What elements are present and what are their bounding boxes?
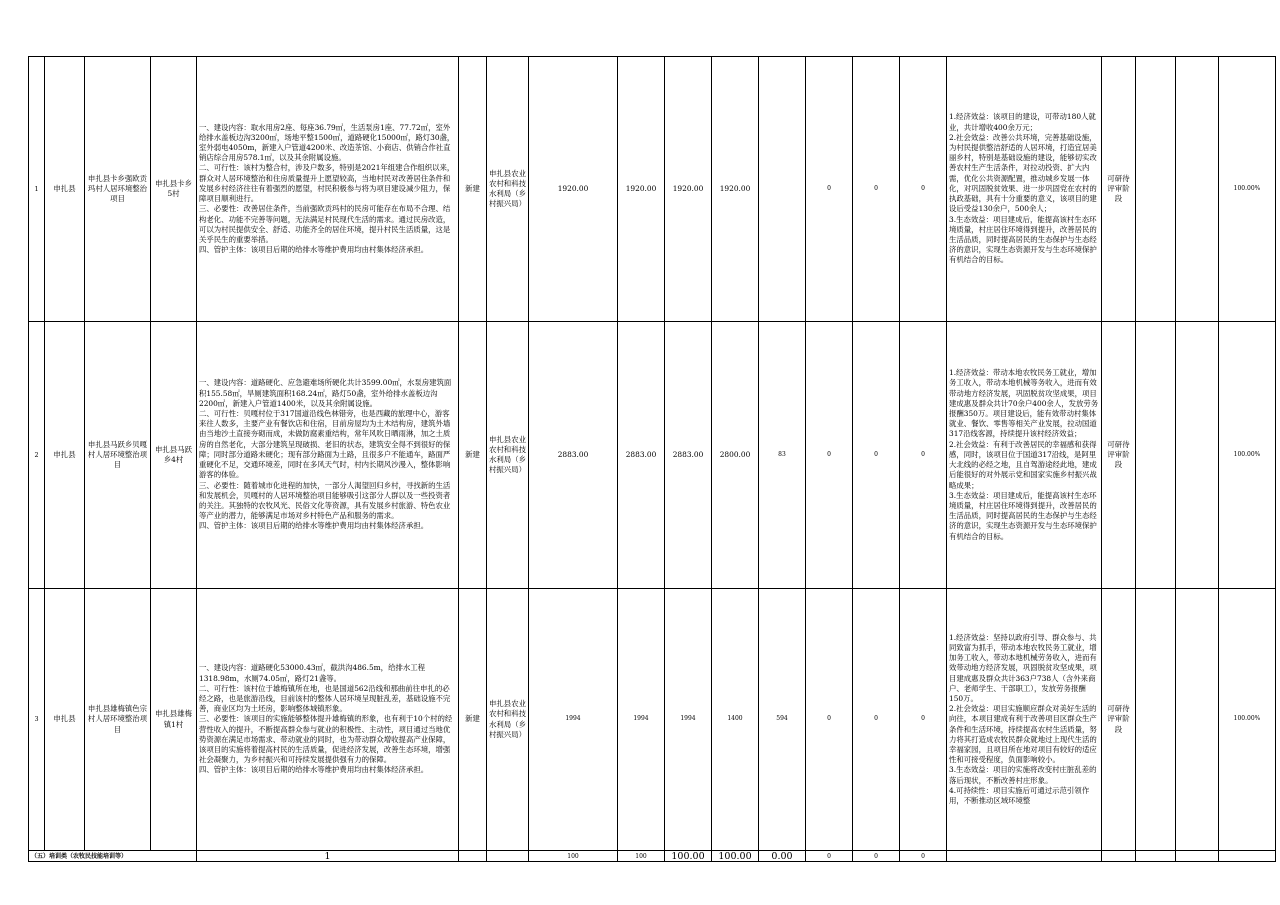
amount-cell: 2883.00: [618, 322, 665, 589]
empty-cell: [1176, 851, 1219, 862]
amount-cell: 1994: [529, 589, 618, 851]
amount-cell: 0: [853, 589, 900, 851]
amount-cell: 0: [853, 57, 900, 322]
location-cell: 申扎县卡乡5村: [151, 57, 197, 322]
amount-cell: 2800.00: [712, 322, 759, 589]
stage-cell: 可研待评审阶段: [1102, 57, 1136, 322]
location-cell: 申扎县雄梅镇1村: [151, 589, 197, 851]
empty-cell: [1219, 851, 1276, 862]
empty-cell: [947, 851, 1102, 862]
table-row: [29, 589, 1276, 851]
amount-cell: 2883.00: [529, 322, 618, 589]
department-cell: 申扎县农业农村和科技水利局（乡村振兴局）: [487, 322, 529, 589]
footer-amount: 0: [900, 851, 947, 862]
amount-cell: 1994: [618, 589, 665, 851]
footer-amount: 100: [529, 851, 618, 862]
amount-cell: 1920.00: [712, 57, 759, 322]
amount-cell: 83: [759, 322, 806, 589]
build-type-cell: 新建: [459, 322, 487, 589]
row-number: 1: [29, 57, 45, 322]
row-number: 3: [29, 589, 45, 851]
footer-amount: 0: [853, 851, 900, 862]
empty-cell: [1136, 57, 1176, 322]
county-cell: 申扎县: [45, 589, 85, 851]
content-cell: 一、建设内容：道路硬化、应急避难场所硬化共计3599.00㎡，水泵房建筑面积155.58㎡，旱厕建筑面积168.24㎡，路灯50盏，室外给排水盖板边沟2200㎡，新建入户管道1400米，以及其余附属设施。 二、可行性：贝嘎村位于317国道沿线色林错旁，也是西藏的旅理中心，游客来往人数多，主要产业有餐饮店和住宿，目前房屋均为土木结构房，建筑外墙由当地沙土直接夯砌而成，未做防腐素重结构，常年风吹日晒雨淋，加之土质房的自然老化，大部分建筑呈现破损、老旧的状态，建筑安全得不到很好的保障；同时部分道路未硬化；现有部分路面为土路，且很多户不能通车，路面严重硬化不足，交通环境差，同时在多风天气时，村内长期风沙漫入，整体影响游客的体验。 三、必要性：随着城市化进程的加快，一部分人渴望回归乡村，寻找新的生活和发展机会，贝嘎村的人居环境整治项目能够吸引这部分人群以及一些投资者的关注。其独特的农牧风光、民俗文化等资源，具有发展乡村旅游、特色农业等产业的潜力，能够满足市场对乡村特色产品和服务的需求。 四、管护主体：该项目后期的给排水等维护费用均由村集体经济承担。: [197, 322, 459, 589]
footer-amount: 0.00: [759, 851, 806, 862]
stage-cell: 可研待评审阶段: [1102, 589, 1136, 851]
amount-cell: 0: [853, 322, 900, 589]
amount-cell: 1400: [712, 589, 759, 851]
category-count: 1: [197, 851, 459, 862]
table-row: [29, 57, 1276, 322]
department-cell: 申扎县农业农村和科技水利局（乡村振兴局）: [487, 589, 529, 851]
empty-cell: [1136, 589, 1176, 851]
content-cell: 一、建设内容：道路硬化53000.43㎡，截洪沟486.5m，给排水工程1318.98m，水厕74.05㎡，路灯21盏等。 二、可行性：该村位于雄梅镇所在地，也是国道562沿线和那曲前往申扎的必经之路，也是旅游沿线，目前该村的整体人居环境呈现脏乱差，基础设施不完善，商业区均为土坯房，影响整体城镇形象。 三、必要性：该项目的实施能够整体提升雄梅镇的形象，也有利于10个村的经营性收入的提升，不断提高群众参与就业的积极性、主动性，项目通过当地优势资源在满足市场需求、带动就业的同时，也为带动群众增收提高产业保障，该项目的实施将着提高村民的生活质量，促进经济发展，改善生态环境，增强社会凝聚力，为乡村振兴和可持续发展提供强有力的保障。 四、管护主体：该项目后期的给排水等维护费用均由村集体经济承担。: [197, 589, 459, 851]
ratio-cell: 100.00%: [1219, 322, 1276, 589]
location-cell: 申扎县马跃乡4村: [151, 322, 197, 589]
category-footer-row: [29, 851, 1276, 862]
ratio-cell: 100.00%: [1219, 57, 1276, 322]
build-type-cell: 新建: [459, 57, 487, 322]
ratio-cell: 100.00%: [1219, 589, 1276, 851]
empty-cell: [1102, 851, 1136, 862]
county-cell: 申扎县: [45, 57, 85, 322]
amount-cell: 1994: [665, 589, 712, 851]
empty-cell: [459, 851, 487, 862]
footer-amount: 100.00: [712, 851, 759, 862]
footer-amount: 100: [618, 851, 665, 862]
empty-cell: [487, 851, 529, 862]
county-cell: 申扎县: [45, 322, 85, 589]
row-number: 2: [29, 322, 45, 589]
table-row: [29, 322, 1276, 589]
category-label: （五）培训类（农牧民技能培训等）: [29, 851, 197, 862]
empty-cell: [1136, 851, 1176, 862]
amount-cell: 1920.00: [665, 57, 712, 322]
amount-cell: 1920.00: [618, 57, 665, 322]
build-type-cell: 新建: [459, 589, 487, 851]
project-name-cell: 申扎县卡乡强欧贡玛村人居环境整治项目: [85, 57, 151, 322]
footer-amount: 0: [806, 851, 853, 862]
empty-cell: [1136, 322, 1176, 589]
department-cell: 申扎县农业农村和科技水利局（乡村振兴局）: [487, 57, 529, 322]
project-name-cell: 申扎县马跃乡贝嘎村人居环境整治项目: [85, 322, 151, 589]
benefit-cell: 1.经济效益：该项目的建设，可带动180人就业，共计增收400余万元； 2.社会效益：改善公共环境，完善基础设施，为村民提供整洁舒适的人居环境，打造宜居美丽乡村，特别是基础设施的建设，能够切实改善农村生产生活条件，对拉动投资、扩大内需，优化公共资源配置，推动城乡发展一体化，对巩固脱贫效果、进一步巩固党在农村的执政基础，具有十分重要的意义，该项目的建设后受益130余户，500余人； 3.生态效益：项目建成后，能提高该村生态环境质量，村庄居住环境得到提升，改善居民的生活品质，同时提高居民的生态保护与生态经济的意识，实现生态资源开发与生态环境保护有机结合的目标。: [947, 57, 1102, 322]
empty-cell: [1176, 57, 1219, 322]
amount-cell: 0: [900, 589, 947, 851]
amount-cell: 1920.00: [529, 57, 618, 322]
amount-cell: 0: [806, 589, 853, 851]
amount-cell: 594: [759, 589, 806, 851]
project-name-cell: 申扎县雄梅镇色宗村人居环境整治项目: [85, 589, 151, 851]
amount-cell: 0: [900, 322, 947, 589]
benefit-cell: 1.经济效益：带动本地农牧民务工就业，增加务工收入，带动本地机械等务收入，进而有效带动地方经济发展，巩固脱贫攻坚成果，项目建成惠及群众共计70余户400余人，发放劳务报酬350万。项目建设后，能有效带动村集体就业、餐饮、零售等相关产业发展，拉动国道317沿线客源，持续提升该村经济效益； 2.社会效益：有利于改善居民的幸福感和获得感，同时，该项目位于国道317沿线，是阿里大北线的必经之地，且自驾游途经此地，建成后能很好的对外展示党和国家实施乡村振兴战略成果； 3.生态效益：项目建成后，能提高该村生态环境质量，村庄居住环境得到提升，改善居民的生活品质，同时提高居民的生态保护与生态经济的意识，实现生态资源开发与生态环境保护有机结合的目标。: [947, 322, 1102, 589]
empty-cell: [1176, 322, 1219, 589]
empty-cell: [1176, 589, 1219, 851]
amount-cell: 0: [900, 57, 947, 322]
amount-cell: 0: [806, 57, 853, 322]
footer-amount: 100.00: [665, 851, 712, 862]
project-table: [28, 56, 1276, 862]
amount-cell: 0: [806, 322, 853, 589]
amount-cell: 2883.00: [665, 322, 712, 589]
content-cell: 一、建设内容：取水用房2座、每座36.79㎡，生活泵房1座、77.72㎡，室外给排水盖板边沟3200㎡，场地平整1500㎡，道路硬化15000㎡，路灯30盏，室外弱电4050m，新建入户管道4200米、改造茶馆、小商店、供销合作社直销店综合用房578.1㎡，以及其余附属设施。 二、可行性：该村为整合村，涉及户数多，特别是2021年组建合作组织以来，群众对人居环境整治和住房质量提升上愿望较高，当地村民对改善居住条件和发展乡村经济往往有着强烈的愿望，村民积极参与将为项目建设减少阻力，保障项目顺利进行。 三、必要性：改善居住条件，当前强欧贡玛村的民房可能存在布局不合理、结构老化、功能不完善等问题，无法满足村民现代生活的需求。通过民房改造，可以为村民提供安全、舒适、功能齐全的居住环境，提升村民生活质量，这是关乎民生的重要举措。 四、管护主体：该项目后期的给排水等维护费用均由村集体经济承担。: [197, 57, 459, 322]
benefit-cell: 1.经济效益：坚持以政府引导、群众参与、共同致富为抓手，带动本地农牧民务工就业，增加务工收入，带动本地机械劳务收入，进而有效带动地方经济发展，巩固脱贫攻坚成果，项目建成惠及群众共计363户738人（含外来商户、老师学生、干部职工），发放劳务报酬150万。 2.社会效益：项目实施顺应群众对美好生活的向往，本项目建成有利于改善项目区群众生产条件和生活环境，持续提高农村生活质量，努力将其打造成农牧民群众就地过上现代生活的幸福家园，且项目所在地对项目有较好的适应性和可接受程度，负面影响较小。 3.生态效益：项目的实施将改变村庄脏乱差的落后现状，不断改善村庄形象。 4.可持续性：项目实施后可通过示范引领作用，不断推动区域环境整: [947, 589, 1102, 851]
stage-cell: 可研待评审阶段: [1102, 322, 1136, 589]
amount-cell: [759, 57, 806, 322]
